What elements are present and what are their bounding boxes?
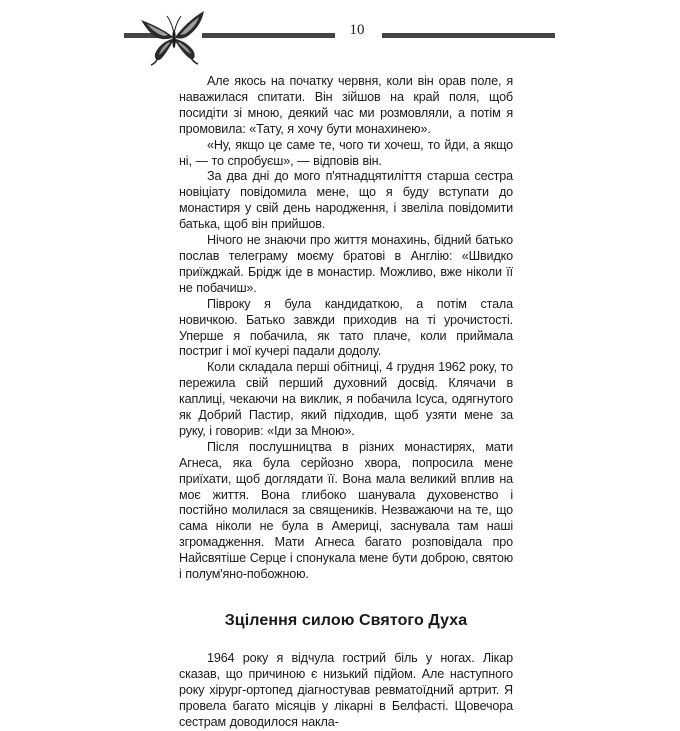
- butterfly-icon: [138, 8, 210, 66]
- paragraph: За два дні до мого п'ятнадцятиліття старша сестра новіціату повідомила мене, що я буду вступати до монастиря у свій день народження, і звеліла повідомити батька, щоб він прийшов.: [179, 169, 513, 232]
- header-rule-right: [382, 33, 555, 38]
- page-body: [179, 74, 513, 731]
- paragraph: Після послушництва в різних монастирях, мати Агнеса, яка була серйозно хвора, попросила мене приїхати, щоб доглядати її. Вона мала великий вплив на моє життя. Вона глибоко шанувала духовенство і постійно молилася за священиків. Незважаючи на те, що сама ніколи не була в Америці, заснувала там наші згромадження. Мати Агнеса багато розповідала про Найсвятіше Серце і спонукала мене бути доброю, святою і полум'яно-побожною.: [179, 439, 513, 582]
- page-header: [0, 0, 680, 70]
- section-heading: Зцілення силою Святого Духа: [224, 612, 468, 629]
- section-paragraph: 1964 року я відчула гострий біль у ногах. Лікар сказав, що причиною є низький підйом. Але наступного року хірург-ортопед діагностував ревматоїдний артрит. Я провела багато місяців у лікарні в Белфасті. Щовечора сестрам доводилося накла-: [179, 651, 513, 729]
- paragraph: «Ну, якщо це саме те, чого ти хочеш, то йди, а якщо ні, — то спробуєш», — відповів він.: [179, 137, 513, 168]
- paragraph: Але якось на початку червня, коли він орав поле, я наважилася спитати. Він зійшов на край поля, щоб посидіти зі мною, деякий час ми розмовляли, а потім я промовила: «Тату, я хочу бути монахинею».: [179, 74, 513, 136]
- page-number: 10: [349, 22, 365, 38]
- header-rule-middle: [202, 33, 335, 38]
- paragraph: Нічого не знаючи про життя монахинь, бідний батько послав телеграму моєму братові в Англію: «Швидко приїжджай. Брідж іде в монастир. Можливо, вже ніколи її не побачиш».: [179, 233, 513, 295]
- paragraph: Коли складала перші обітниці, 4 грудня 1962 року, то пережила свій перший духовний досвід. Клячачи в каплиці, чекаючи на виклик, я побачила Ісуса, одягнутого як Добрий Пастир, який підходив, щоб узяти мене за руку, і говорив: «Іди за Мною».: [179, 360, 513, 438]
- paragraph: Півроку я була кандидаткою, а потім стала новичкою. Батько завжди приходив на ті урочистості. Уперше я побачила, як тато плаче, коли приймала постриг і мої кучері падали додолу.: [179, 296, 513, 359]
